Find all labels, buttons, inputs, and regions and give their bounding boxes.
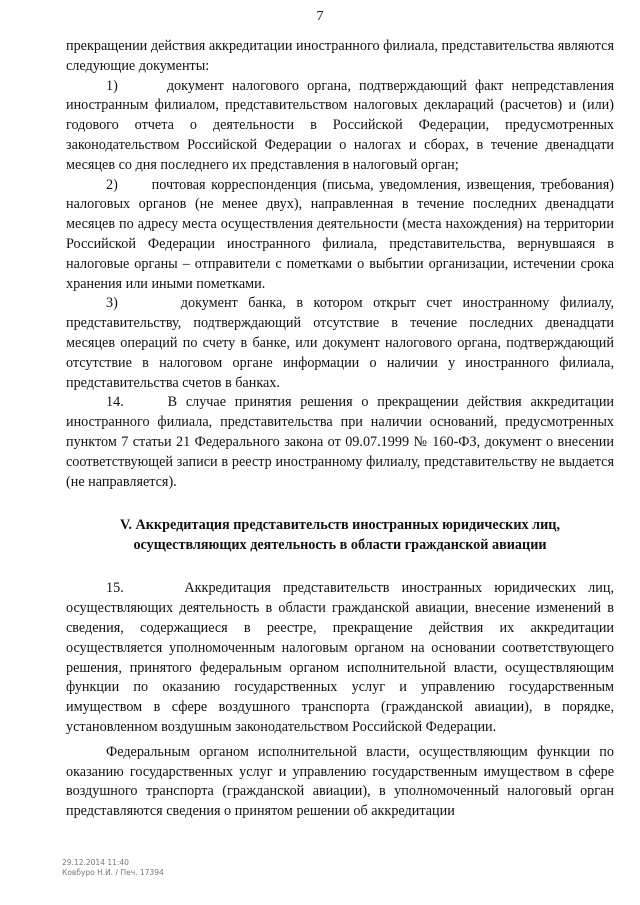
footer-timestamp: 29.12.2014 11:40 bbox=[62, 858, 129, 867]
document-item-2: 2) почтовая корреспонденция (письма, уведомления, извещения, требования) налоговых органов (не менее двух), направленная в течение последних двенадцати месяцев по адресу места осуществления деятельности (места нахождения) на территории Российской Федерации иностранного филиала, представительства, вернувшаяся в налоговые органы – отправители с пометками о выбытии организации, истечении срока хранения или иными пометками. bbox=[66, 176, 614, 292]
print-footer bbox=[62, 858, 164, 878]
page-number: 7 bbox=[316, 9, 324, 24]
document-body bbox=[66, 37, 614, 822]
section-heading: V. Аккредитация представительств иностранных юридических лиц, осуществляющих деятельность в области гражданской авиации bbox=[120, 517, 560, 554]
clause-15: 15. Аккредитация представительств иностранных юридических лиц, осуществляющих деятельность в области гражданской авиации, внесение изменений в сведения, содержащиеся в реестре, прекращение действия их аккредитации осуществляется уполномоченным налоговым органом на основании соответствующего решения, принятого федеральным органом исполнительной власти, осуществляющим функции по оказанию государственных услуг и управлению государственным имуществом в сфере воздушного транспорта (гражданской авиации), в порядке, установленном воздушным законодательством Российской Федерации. bbox=[66, 580, 614, 735]
document-item-3: 3) документ банка, в котором открыт счет иностранному филиалу, представительству, подтверждающий отсутствие в течение последних двенадцати месяцев операций по счету в банке, или документ налогового органа, подтверждающий отсутствие в налоговом органе информации о наличии у иностранного филиала, представительства счетов в банках. bbox=[66, 295, 614, 391]
footer-author: Ковбуро Н.И. / Печ. 17394 bbox=[62, 868, 164, 877]
clause-14: 14. В случае принятия решения о прекращении действия аккредитации иностранного филиала, представительства при наличии оснований, предусмотренных пунктом 7 статьи 21 Федерального закона от 09.07.1999 № 160-ФЗ, документ о внесении соответствующей записи в реестр иностранному филиалу, представительству не выдается (не направляется). bbox=[66, 394, 614, 490]
document-item-1: 1) документ налогового органа, подтверждающий факт непредставления иностранным филиалом, представительством налоговых деклараций (расчетов) и (или) годового отчета о деятельности в Российской Федерации, предусмотренных законодательством Российской Федерации о налогах и сборах, в течение двенадцати месяцев со дня последнего их представления в налоговый орган; bbox=[66, 77, 614, 173]
intro-paragraph: прекращении действия аккредитации иностранного филиала, представительства являются следующие документы: bbox=[66, 38, 614, 74]
federal-body-paragraph: Федеральным органом исполнительной власти, осуществляющим функции по оказанию государственных услуг и управлению государственным имуществом в сфере воздушного транспорта (гражданской авиации), в уполномоченный налоговый орган представляются сведения о принятом решении об аккредитации bbox=[66, 743, 614, 820]
